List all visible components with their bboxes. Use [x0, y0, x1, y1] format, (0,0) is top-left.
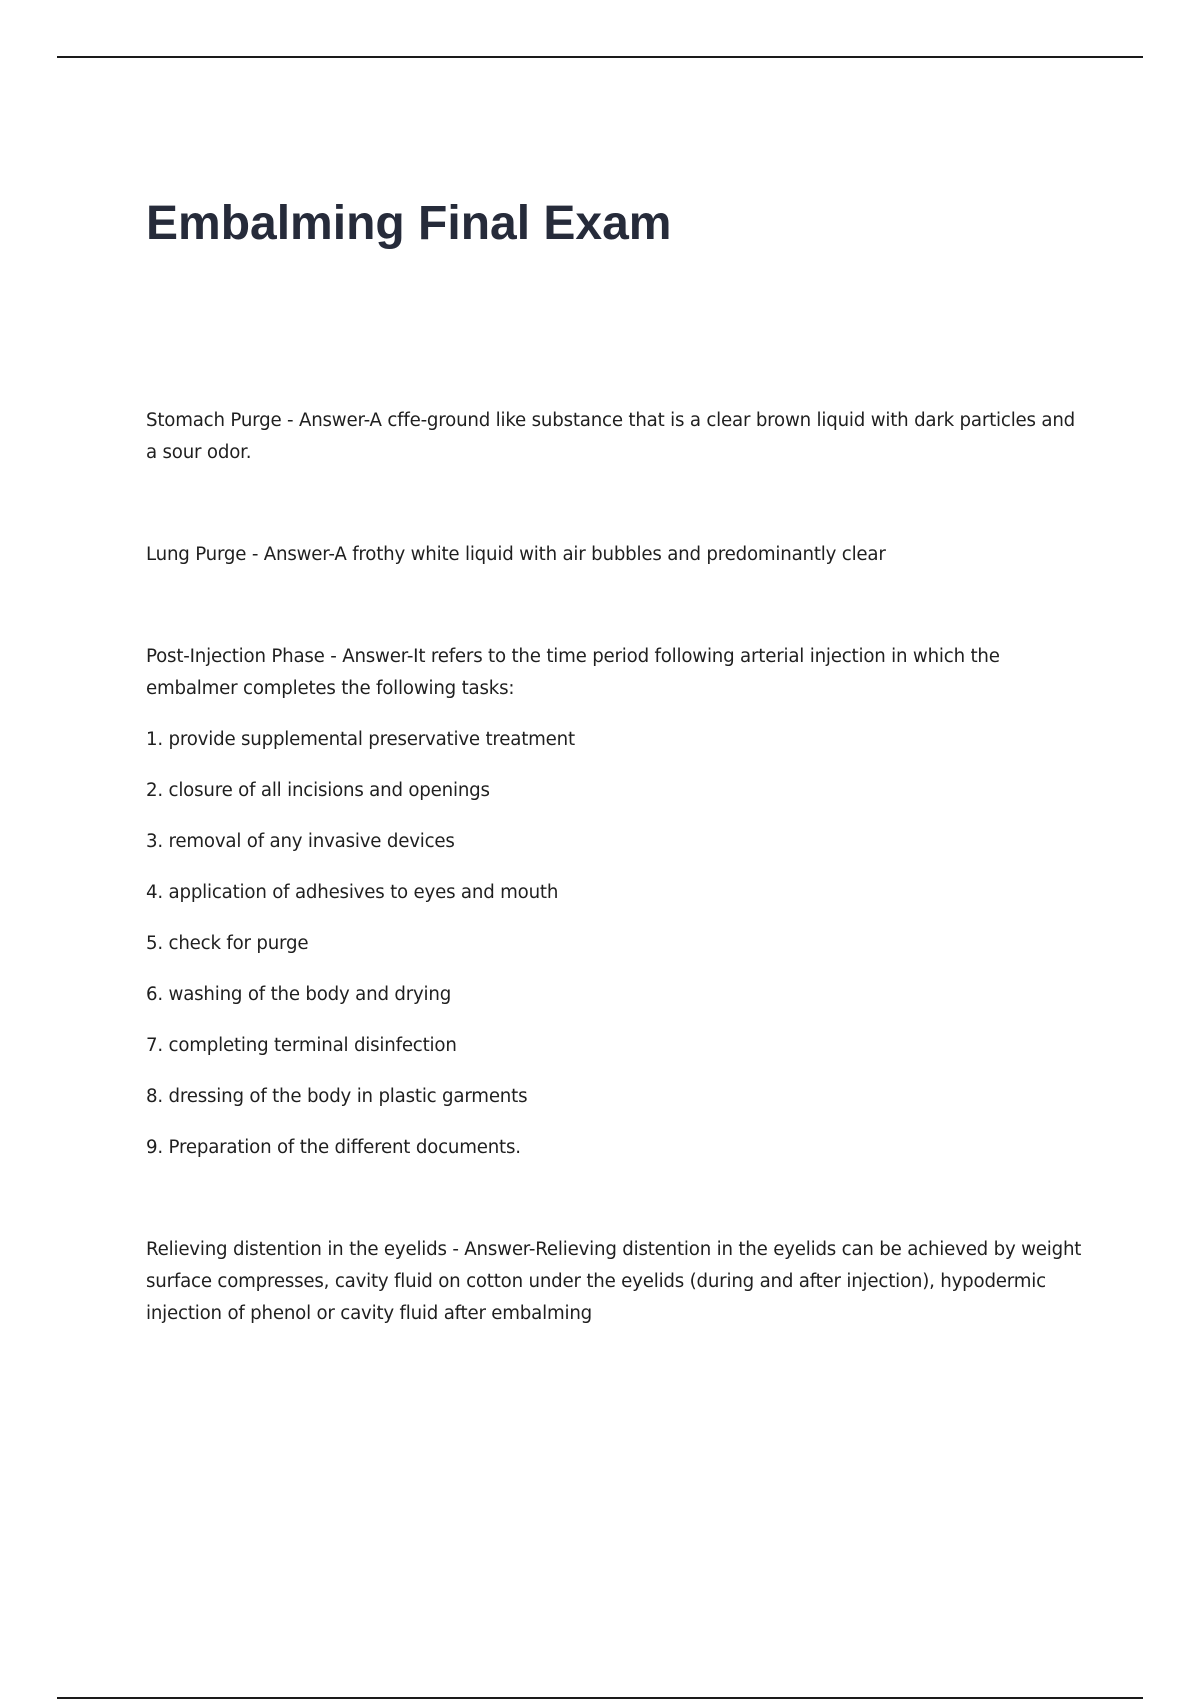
- page-title: Embalming Final Exam: [146, 197, 672, 250]
- document-body: [146, 405, 1086, 1330]
- list-item: 9. Preparation of the different documents.: [146, 1137, 521, 1158]
- list-item: 6. washing of the body and drying: [146, 984, 452, 1005]
- entry-post-injection-phase: Post-Injection Phase - Answer-It refers to the time period following arterial injection in which the embalmer completes the following tasks:: [146, 646, 1000, 699]
- list-item: 3. removal of any invasive devices: [146, 831, 455, 852]
- entry-stomach-purge: Stomach Purge - Answer-A cffe-ground like substance that is a clear brown liquid with dark particles and a sour odor.: [146, 410, 1076, 463]
- list-item: 7. completing terminal disinfection: [146, 1035, 457, 1056]
- entry-lung-purge: Lung Purge - Answer-A frothy white liquid with air bubbles and predominantly clear: [146, 544, 886, 565]
- list-item: 4. application of adhesives to eyes and mouth: [146, 882, 559, 903]
- entry-relieving-distention-eyelids: Relieving distention in the eyelids - Answer-Relieving distention in the eyelids can be achieved by weight surface compresses, cavity fluid on cotton under the eyelids (during and after injection), hypodermic injection of phenol or cavity fluid after embalming: [146, 1239, 1082, 1324]
- bottom-rule: [57, 1697, 1143, 1699]
- list-item: 2. closure of all incisions and openings: [146, 780, 490, 801]
- spacer: [146, 469, 1086, 539]
- post-injection-task-list: [146, 724, 1086, 1164]
- top-rule: [57, 56, 1143, 58]
- list-item: 1. provide supplemental preservative treatment: [146, 729, 575, 750]
- spacer: [146, 571, 1086, 641]
- list-item: 8. dressing of the body in plastic garments: [146, 1086, 528, 1107]
- list-item: 5. check for purge: [146, 933, 309, 954]
- spacer: [146, 1164, 1086, 1234]
